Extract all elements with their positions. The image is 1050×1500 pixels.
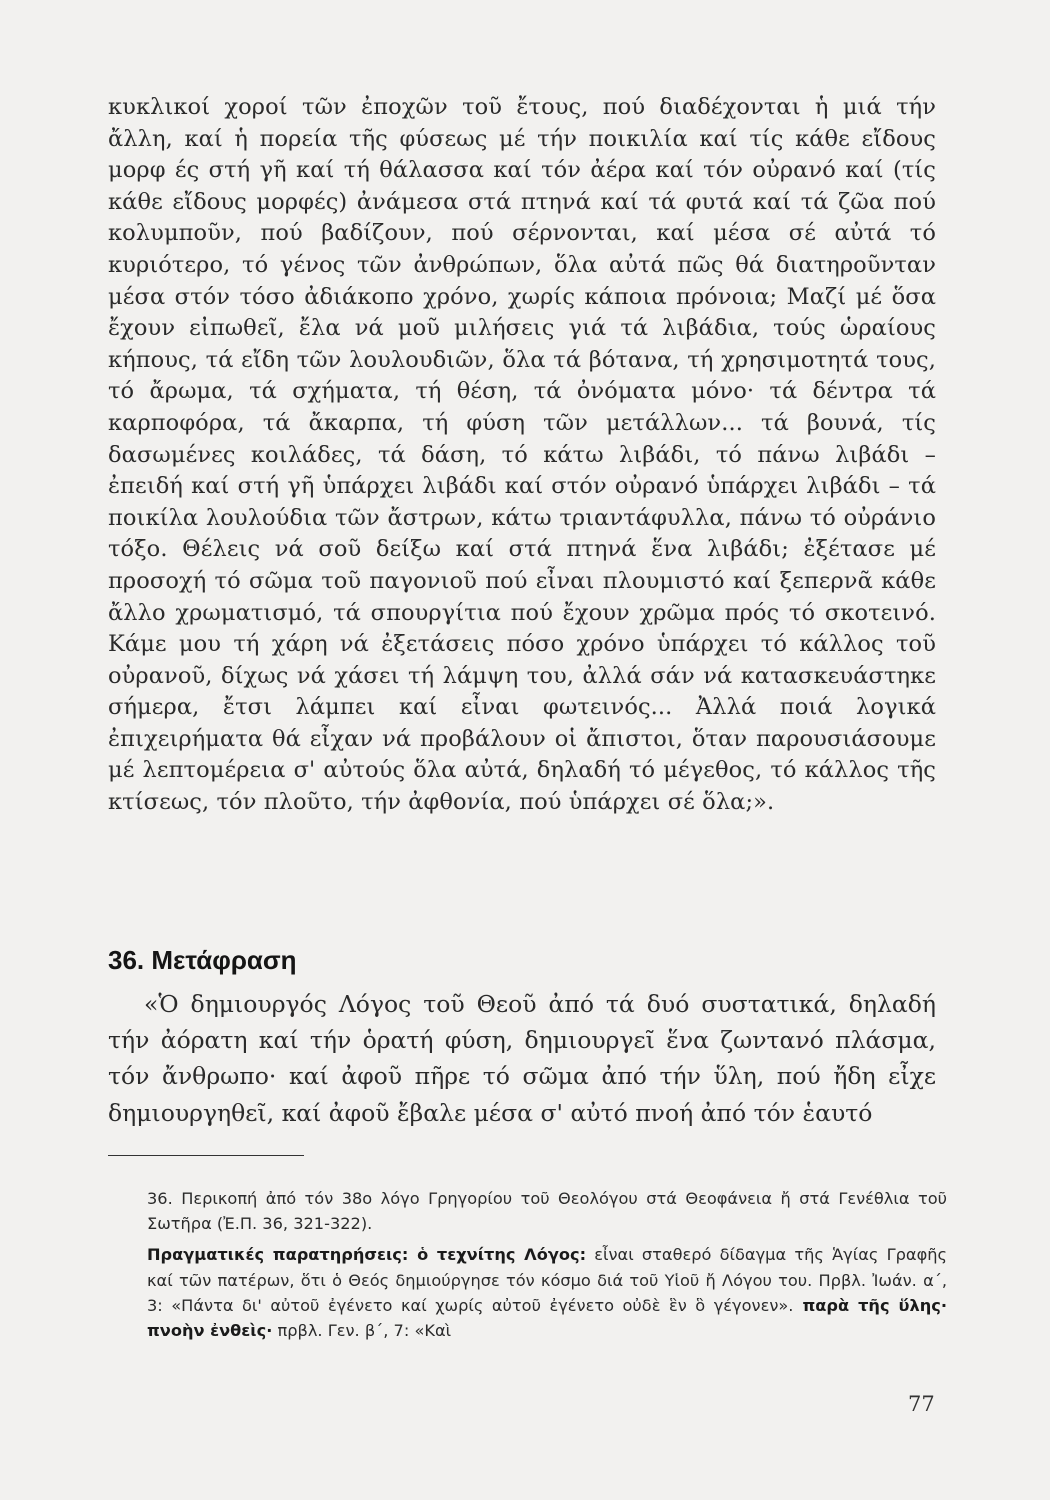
section-heading: 36. Μετάφραση [108,945,297,975]
body-text-block [108,92,936,819]
footnote-bold-term: Πραγματικές παρατηρήσεις: ὁ τεχνίτης Λόγος: [147,1245,587,1265]
footnote-source: 36. Περικοπή ἀπό τόν 38ο λόγο Γρηγορίου τοῦ Θεολόγου στά Θεοφάνεια ἤ στά Γενέθλια τοῦ Σωτῆρα (Ἐ.Π. 36, 321-322). [147,1189,947,1234]
footnote-text: εἶναι σταθερό δίδαγμα τῆς Ἁγίας Γραφῆς καί τῶν πατέρων, ὅτι ὁ Θεός δημιούργησε τόν κόσμο διά τοῦ Υἱοῦ ἤ Λόγου του. Πρβλ. Ἰωάν. α΄, 3: «Πάντα δι' αὐτοῦ ἐγένετο καί χωρίς αὐτοῦ ἐγένετο οὐδὲ ἓν ὃ γέγονεν». [147,1245,948,1315]
translation-paragraph: «Ὁ δημιουργός Λόγος τοῦ Θεοῦ ἀπό τά δυό συστατικά, δηλαδή τήν ἀόρατη καί τήν ὁρατή φύση, δημιουργεῖ ἕνα ζωντανό πλάσμα, τόν ἄνθρωπο· καί ἀφοῦ πῆρε τό σῶμα ἀπό τήν ὕλη, πού ἤδη εἶχε δημιουργηθεῖ, καί ἀφοῦ ἔβαλε μέσα σ' αὐτό πνοή ἀπό τόν ἑαυτό [108,990,936,1127]
footnotes [147,1186,947,1349]
footnote-divider [108,1155,304,1156]
body-paragraph: κυκλικοί χοροί τῶν ἐποχῶν τοῦ ἔτους, πού διαδέχονται ἡ μιά τήν ἄλλη, καί ἡ πορεία τῆς φύσεως μέ τήν ποικιλία καί τίς κάθε εἴδους μορφ ές στή γῆ καί τή θάλασσα καί τόν ἀέρα καί τόν οὐρανό καί (τίς κάθε εἴδους μορφές) ἀνάμεσα στά πτηνά καί τά φυτά καί τά ζῶα πού κολυμποῦν, πού βαδίζουν, πού σέρνονται, καί μέσα σέ αὐτά τό κυριότερο, τό γένος τῶν ἀνθρώπων, ὅλα αὐτά πῶς θά διατηροῦνταν μέσα στόν τόσο ἀδιάκοπο χρόνο, χωρίς κάποια πρόνοια; Μαζί μέ ὅσα ἔχουν εἰπωθεῖ, ἔλα νά μοῦ μιλήσεις γιά τά λιβάδια, τούς ὡραίους κήπους, τά εἴδη τῶν λουλουδιῶν, ὅλα τά βότανα, τή χρησιμοτητά τους, τό ἄρωμα, τά σχήματα, τή θέση, τά ὀνόματα μόνο· τά δέντρα τά καρποφόρα, τά ἄκαρπα, τή φύση τῶν μετάλλων... τά βουνά, τίς δασωμένες κοιλάδες, τά δάση, τό κάτω λιβάδι, τό πάνω λιβάδι – ἐπειδή καί στή γῆ ὑπάρχει λιβάδι καί στόν οὐρανό ὑπάρχει λιβάδι – τά ποικίλα λουλούδια τῶν ἄστρων, κάτω τριαντάφυλλα, πάνω τό οὐράνιο τόξο. Θέλεις νά σοῦ δείξω καί στά πτηνά ἕνα λιβάδι; ἐξέτασε μέ προσοχή τό σῶμα τοῦ παγονιοῦ πού εἶναι πλουμιστό καί ξεπερνᾶ κάθε ἄλλο χρωματισμό, τά σπουργίτια πού ἔχουν χρῶμα πρός τό σκοτεινό. Κάμε μου τή χάρη νά ἐξετάσεις πόσο χρόνο ὑπάρχει τό κάλλος τοῦ οὐρανοῦ, δίχως νά χάσει τή λάμψη του, ἀλλά σάν νά κατασκευάστηκε σήμερα, ἔτσι λάμπει καί εἶναι φωτεινός... Ἀλλά ποιά λογικά ἐπιχειρήματα θά εἶχαν νά προβάλουν οἱ ἄπιστοι, ὅταν παρουσιάσουμε μέ λεπτομέρεια σ' αὐτούς ὅλα αὐτά, δηλαδή τό μέγεθος, τό κάλλος τῆς κτίσεως, τόν πλοῦτο, τήν ἀφθονία, πού ὑπάρχει σέ ὅλα;». [108,94,936,816]
footnote-bold-quote: παρὰ τῆς ὕλης· πνοὴν ἐνθεὶς· [147,1295,947,1341]
footnote-remarks [147,1242,947,1343]
page-number: 77 [908,1392,935,1416]
footnote-text-end: πρβλ. Γεν. β΄, 7: «Καὶ [272,1321,452,1341]
